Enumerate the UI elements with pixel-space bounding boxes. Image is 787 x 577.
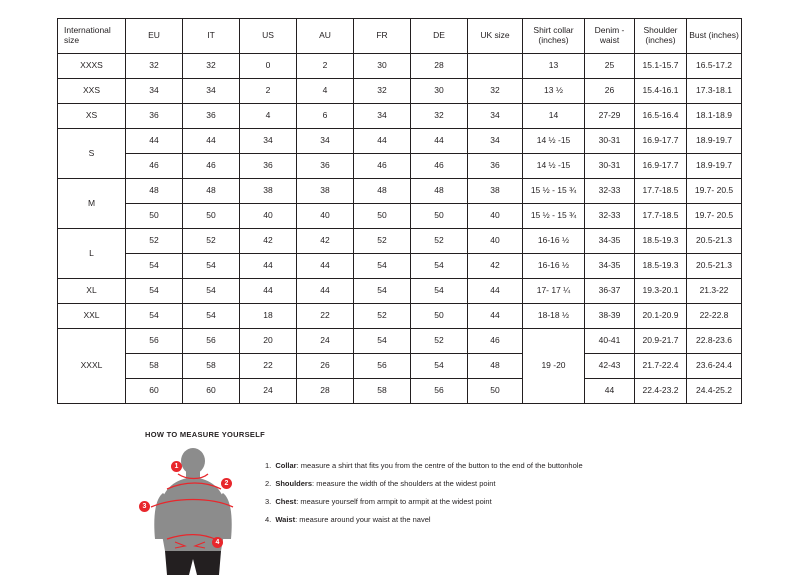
table-cell: 22-22.8 <box>687 304 742 329</box>
table-cell: 56 <box>126 329 183 354</box>
measure-instructions-list <box>265 461 583 533</box>
table-cell: 20.9-21.7 <box>635 329 687 354</box>
size-chart-table <box>57 18 742 404</box>
table-cell: 18.9-19.7 <box>687 154 742 179</box>
column-header-eu: EU <box>126 19 183 54</box>
table-row <box>58 54 742 79</box>
instruction-number: 1. <box>265 461 272 470</box>
table-row <box>58 379 742 404</box>
how-to-measure-title: HOW TO MEASURE YOURSELF <box>145 430 265 439</box>
cell-shirt-collar: 19 -20 <box>523 329 585 404</box>
table-cell: 18.5-19.3 <box>635 229 687 254</box>
table-cell: 24.4-25.2 <box>687 379 742 404</box>
table-cell: 52 <box>126 229 183 254</box>
table-cell: 2 <box>297 54 354 79</box>
table-cell: 22 <box>240 354 297 379</box>
table-cell: 54 <box>354 254 411 279</box>
table-cell: 19.7- 20.5 <box>687 179 742 204</box>
table-cell: 25 <box>585 54 635 79</box>
table-cell: 36 <box>468 154 523 179</box>
table-cell: 34 <box>126 79 183 104</box>
table-cell: 40 <box>297 204 354 229</box>
table-cell: 36 <box>297 154 354 179</box>
table-cell: 46 <box>354 154 411 179</box>
table-cell: 46 <box>411 154 468 179</box>
table-cell: 14 ½ -15 <box>523 154 585 179</box>
table-cell: 44 <box>354 129 411 154</box>
table-cell: 18.5-19.3 <box>635 254 687 279</box>
table-cell: 44 <box>411 129 468 154</box>
table-header-row <box>58 19 742 54</box>
table-cell: 30-31 <box>585 154 635 179</box>
column-header-uk-size: UK size <box>468 19 523 54</box>
table-cell: 17.7-18.5 <box>635 204 687 229</box>
table-cell: 15.1-15.7 <box>635 54 687 79</box>
column-header-fr: FR <box>354 19 411 54</box>
table-cell: 52 <box>354 229 411 254</box>
torso-illustration <box>145 447 255 577</box>
table-cell: 48 <box>468 354 523 379</box>
column-header-de: DE <box>411 19 468 54</box>
table-cell: 34 <box>354 104 411 129</box>
cell-international-size: XL <box>58 279 126 304</box>
cell-international-size: XXS <box>58 79 126 104</box>
table-row <box>58 104 742 129</box>
table-cell: 48 <box>183 179 240 204</box>
table-cell: 38-39 <box>585 304 635 329</box>
instruction-text: : measure yourself from armpit to armpit at the widest point <box>296 497 492 506</box>
table-cell: 32 <box>468 79 523 104</box>
column-header-shirt-collar: Shirt collar (inches) <box>523 19 585 54</box>
table-cell: 44 <box>126 129 183 154</box>
table-cell: 34-35 <box>585 254 635 279</box>
table-cell: 54 <box>183 254 240 279</box>
column-header-au: AU <box>297 19 354 54</box>
table-cell: 54 <box>354 329 411 354</box>
table-cell: 18-18 ½ <box>523 304 585 329</box>
cell-international-size: S <box>58 129 126 179</box>
table-cell: 40 <box>468 229 523 254</box>
table-cell: 50 <box>411 304 468 329</box>
table-cell: 52 <box>183 229 240 254</box>
table-cell: 18.9-19.7 <box>687 129 742 154</box>
table-cell <box>468 54 523 79</box>
measure-instruction-item <box>265 479 583 488</box>
table-cell: 58 <box>126 354 183 379</box>
column-header-denim-waist: Denim - waist <box>585 19 635 54</box>
table-cell: 58 <box>183 354 240 379</box>
table-cell: 14 ½ -15 <box>523 129 585 154</box>
table-cell: 32 <box>354 79 411 104</box>
table-cell: 18 <box>240 304 297 329</box>
table-cell: 34-35 <box>585 229 635 254</box>
table-cell: 34 <box>297 129 354 154</box>
table-cell: 2 <box>240 79 297 104</box>
table-cell: 15.4-16.1 <box>635 79 687 104</box>
cell-international-size: M <box>58 179 126 229</box>
instruction-label: Shoulders <box>273 479 313 488</box>
table-cell: 44 <box>183 129 240 154</box>
instruction-label: Waist <box>273 515 296 524</box>
table-row <box>58 304 742 329</box>
table-cell: 54 <box>411 279 468 304</box>
table-row <box>58 79 742 104</box>
table-cell: 42 <box>240 229 297 254</box>
table-row <box>58 229 742 254</box>
table-cell: 48 <box>411 179 468 204</box>
table-cell: 54 <box>126 279 183 304</box>
table-cell: 56 <box>411 379 468 404</box>
table-cell: 27-29 <box>585 104 635 129</box>
measure-instruction-item <box>265 515 583 524</box>
table-cell: 21.3-22 <box>687 279 742 304</box>
table-cell: 40 <box>240 204 297 229</box>
table-cell: 20.5-21.3 <box>687 254 742 279</box>
table-cell: 13 ½ <box>523 79 585 104</box>
instruction-label: Chest <box>273 497 297 506</box>
table-row <box>58 129 742 154</box>
column-header-shoulder: Shoulder (inches) <box>635 19 687 54</box>
table-cell: 36 <box>183 104 240 129</box>
table-cell: 52 <box>354 304 411 329</box>
table-cell: 24 <box>240 379 297 404</box>
column-header-bust: Bust (inches) <box>687 19 742 54</box>
cell-international-size: XXXL <box>58 329 126 404</box>
table-cell: 50 <box>411 204 468 229</box>
table-cell: 30-31 <box>585 129 635 154</box>
table-cell: 54 <box>183 304 240 329</box>
instruction-number: 3. <box>265 497 272 506</box>
measure-instruction-item <box>265 497 583 506</box>
table-cell: 30 <box>354 54 411 79</box>
table-cell: 44 <box>240 254 297 279</box>
table-cell: 46 <box>468 329 523 354</box>
table-row <box>58 254 742 279</box>
table-cell: 22.8-23.6 <box>687 329 742 354</box>
table-cell: 18.1-18.9 <box>687 104 742 129</box>
table-cell: 38 <box>297 179 354 204</box>
table-cell: 26 <box>585 79 635 104</box>
table-cell: 16.9-17.7 <box>635 154 687 179</box>
table-cell: 16.5-16.4 <box>635 104 687 129</box>
table-cell: 32-33 <box>585 204 635 229</box>
table-cell: 50 <box>126 204 183 229</box>
instruction-text: : measure around your waist at the navel <box>295 515 431 524</box>
instruction-text: : measure the width of the shoulders at the widest point <box>312 479 496 488</box>
table-cell: 36 <box>240 154 297 179</box>
table-cell: 32-33 <box>585 179 635 204</box>
table-cell: 6 <box>297 104 354 129</box>
marker-1-collar: 1 <box>171 461 182 472</box>
column-header-it: IT <box>183 19 240 54</box>
table-cell: 46 <box>126 154 183 179</box>
table-cell: 44 <box>297 279 354 304</box>
table-row <box>58 179 742 204</box>
table-cell: 44 <box>468 279 523 304</box>
table-cell: 16-16 ½ <box>523 254 585 279</box>
table-cell: 46 <box>183 154 240 179</box>
table-cell: 26 <box>297 354 354 379</box>
table-cell: 42 <box>468 254 523 279</box>
table-cell: 20 <box>240 329 297 354</box>
table-cell: 50 <box>468 379 523 404</box>
table-cell: 19.7- 20.5 <box>687 204 742 229</box>
how-to-measure-section <box>142 430 745 577</box>
table-cell: 56 <box>354 354 411 379</box>
instruction-number: 4. <box>265 515 272 524</box>
table-cell: 48 <box>126 179 183 204</box>
cell-international-size: XXXS <box>58 54 126 79</box>
table-cell: 34 <box>240 129 297 154</box>
column-header-us: US <box>240 19 297 54</box>
table-cell: 44 <box>240 279 297 304</box>
table-cell: 15 ½ - 15 ¾ <box>523 204 585 229</box>
cell-international-size: L <box>58 229 126 279</box>
table-row <box>58 154 742 179</box>
table-cell: 21.7-22.4 <box>635 354 687 379</box>
table-cell: 32 <box>411 104 468 129</box>
table-cell: 50 <box>354 204 411 229</box>
table-cell: 22.4-23.2 <box>635 379 687 404</box>
table-cell: 28 <box>411 54 468 79</box>
table-cell: 58 <box>354 379 411 404</box>
table-cell: 56 <box>183 329 240 354</box>
table-cell: 54 <box>126 304 183 329</box>
table-cell: 34 <box>468 104 523 129</box>
table-cell: 23.6-24.4 <box>687 354 742 379</box>
table-row <box>58 329 742 354</box>
table-cell: 54 <box>183 279 240 304</box>
table-body <box>58 54 742 404</box>
table-cell: 32 <box>183 54 240 79</box>
table-cell: 52 <box>411 229 468 254</box>
table-cell: 44 <box>585 379 635 404</box>
table-cell: 60 <box>126 379 183 404</box>
marker-4-waist: 4 <box>212 537 223 548</box>
measure-instruction-item <box>265 461 583 470</box>
marker-3-chest: 3 <box>139 501 150 512</box>
table-row <box>58 354 742 379</box>
table-cell: 22 <box>297 304 354 329</box>
table-cell: 60 <box>183 379 240 404</box>
table-cell: 32 <box>126 54 183 79</box>
instruction-number: 2. <box>265 479 272 488</box>
table-cell: 24 <box>297 329 354 354</box>
table-cell: 17.3-18.1 <box>687 79 742 104</box>
table-cell: 54 <box>411 354 468 379</box>
table-cell: 38 <box>468 179 523 204</box>
table-cell: 15 ½ - 15 ¾ <box>523 179 585 204</box>
table-cell: 34 <box>468 129 523 154</box>
table-cell: 36 <box>126 104 183 129</box>
table-cell: 42-43 <box>585 354 635 379</box>
table-cell: 30 <box>411 79 468 104</box>
table-cell: 54 <box>354 279 411 304</box>
table-cell: 20.1-20.9 <box>635 304 687 329</box>
table-row <box>58 204 742 229</box>
table-cell: 16.5-17.2 <box>687 54 742 79</box>
table-cell: 17- 17 ¼ <box>523 279 585 304</box>
marker-2-shoulders: 2 <box>221 478 232 489</box>
table-cell: 16-16 ½ <box>523 229 585 254</box>
table-cell: 19.3-20.1 <box>635 279 687 304</box>
table-cell: 16.9-17.7 <box>635 129 687 154</box>
table-row <box>58 279 742 304</box>
table-cell: 0 <box>240 54 297 79</box>
cell-international-size: XS <box>58 104 126 129</box>
instruction-text: : measure a shirt that fits you from the centre of the button to the end of the buttonhole <box>296 461 583 470</box>
column-header-international-size: International size <box>58 19 126 54</box>
table-cell: 52 <box>411 329 468 354</box>
table-cell: 54 <box>126 254 183 279</box>
body-figure <box>142 447 255 577</box>
table-cell: 13 <box>523 54 585 79</box>
cell-international-size: XXL <box>58 304 126 329</box>
table-cell: 40-41 <box>585 329 635 354</box>
table-cell: 42 <box>297 229 354 254</box>
table-cell: 40 <box>468 204 523 229</box>
table-cell: 48 <box>354 179 411 204</box>
table-cell: 44 <box>297 254 354 279</box>
table-cell: 4 <box>240 104 297 129</box>
table-cell: 36-37 <box>585 279 635 304</box>
table-cell: 20.5-21.3 <box>687 229 742 254</box>
table-cell: 17.7-18.5 <box>635 179 687 204</box>
instruction-label: Collar <box>273 461 297 470</box>
table-cell: 44 <box>468 304 523 329</box>
table-cell: 34 <box>183 79 240 104</box>
table-cell: 38 <box>240 179 297 204</box>
table-cell: 4 <box>297 79 354 104</box>
table-cell: 50 <box>183 204 240 229</box>
table-cell: 14 <box>523 104 585 129</box>
table-cell: 54 <box>411 254 468 279</box>
table-cell: 28 <box>297 379 354 404</box>
